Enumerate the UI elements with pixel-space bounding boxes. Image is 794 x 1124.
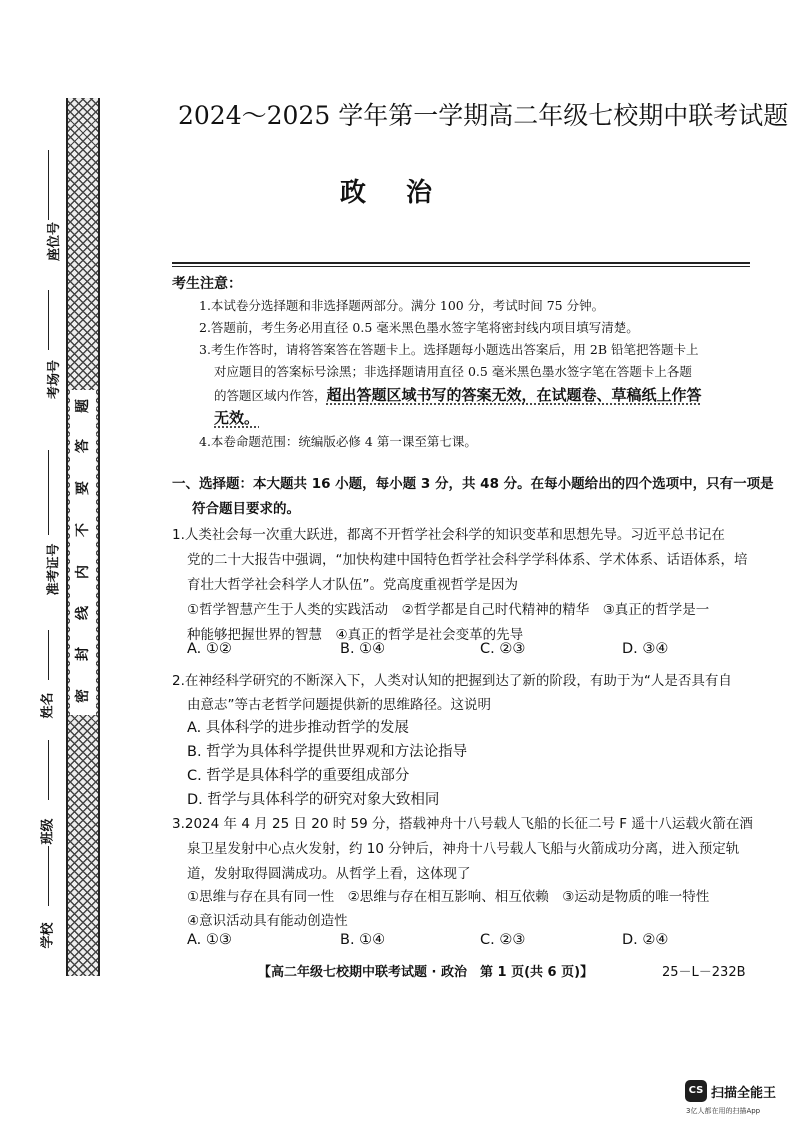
q1-line: 1.人类社会每一次重大跃进，都离不开哲学社会科学的知识变革和思想先导。习近平总书记在: [172, 527, 725, 543]
q3-option-b: B. ①④: [340, 932, 386, 948]
notice-line-4: 4.本卷命题范围：统编版必修 4 第一课至第七课。: [199, 434, 477, 449]
q2-line: 由意志”等古老哲学问题提供新的思维路径。这说明: [187, 697, 491, 713]
q1-line: 党的二十大报告中强调，“加快构建中国特色哲学社会科学学科体系、学术体系、话语体系，培: [187, 552, 748, 568]
q3-line: 3.2024 年 4 月 25 日 20 时 59 分，搭载神舟十八号载人飞船的长征二号 F 遥十八运载火箭在酒: [172, 816, 753, 832]
q1-option-c: C. ②③: [480, 641, 526, 657]
q3-statements-cont: ④意识活动具有能动创造性: [187, 913, 348, 929]
page-footer: 【高二年级七校期中联考试题 · 政治 第 1 页(共 6 页)】: [258, 965, 594, 980]
name-label: 姓名: [40, 692, 56, 719]
seat-number-label: 座位号: [47, 221, 63, 262]
seal-char: 内: [75, 565, 91, 579]
school-label: 学校: [40, 922, 56, 949]
seal-char: 密: [75, 689, 91, 703]
notice-line-3b: 对应题目的答案标号涂黑；非选择题请用直径 0.5 毫米黑色墨水签字笔在答题卡上各题: [214, 364, 692, 379]
subject-title: 政治: [340, 178, 473, 208]
q2-option-a: A. 具体科学的进步推动哲学的发展: [187, 720, 409, 736]
notice-emphasis-end: 无效。: [214, 409, 260, 427]
notice-line-3c-text: 的答题区域内作答，: [214, 388, 327, 403]
seal-char: 答: [75, 439, 91, 453]
q2-option-b: B. 哲学为具体科学提供世界观和方法论指导: [187, 744, 468, 760]
admission-number-label: 准考证号: [46, 543, 62, 596]
seal-char: 线: [75, 606, 91, 620]
section-heading: 一、选择题：本大题共 16 小题，每小题 3 分，共 48 分。在每小题给出的四个选项中，只有一项是: [172, 476, 774, 492]
q3-option-a: A. ①③: [187, 932, 232, 948]
notice-line-2: 2.答题前，考生务必用直径 0.5 毫米黑色墨水签字笔将密封线内项目填写清楚。: [199, 320, 639, 335]
q1-line: 育壮大哲学社会科学人才队伍”。党高度重视哲学是因为: [187, 577, 518, 593]
header-rule-thin: [172, 266, 750, 267]
section-heading-cont: 符合题目要求的。: [192, 501, 300, 517]
notice-line-1: 1.本试卷分选择题和非选择题两部分。满分 100 分，考试时间 75 分钟。: [199, 298, 605, 313]
q1-option-d: D. ③④: [622, 641, 669, 657]
notice-emphasis: 超出答题区域书写的答案无效，在试题卷、草稿纸上作答: [326, 386, 702, 404]
admission-number-line: [48, 450, 49, 535]
q3-statements: ①思维与存在具有同一性 ②思维与存在相互影响、相互依赖 ③运动是物质的唯一特性: [187, 889, 710, 905]
paper-code: 25－L－232B: [662, 965, 746, 980]
camscanner-tagline: 3亿人都在用的扫描App: [686, 1107, 761, 1115]
q3-option-d: D. ②④: [622, 932, 669, 948]
class-label: 班级: [40, 818, 56, 845]
school-line: [48, 846, 49, 906]
q2-option-c: C. 哲学是具体科学的重要组成部分: [187, 768, 410, 784]
seal-char: 要: [75, 481, 91, 495]
header-rule: [172, 262, 750, 264]
exam-title: 2024～2025 学年第一学期高二年级七校期中联考试题: [178, 101, 789, 130]
class-line: [48, 740, 49, 800]
camscanner-name: 扫描全能王: [711, 1086, 777, 1101]
exam-room-label: 考场号: [47, 359, 63, 400]
name-line: [48, 630, 49, 680]
q2-line: 2.在神经科学研究的不断深入下，人类对认知的把握到达了新的阶段，有助于为“人是否具有自: [172, 673, 732, 689]
q2-option-d: D. 哲学与具体科学的研究对象大致相同: [187, 792, 440, 808]
q1-statements: ①哲学智慧产生于人类的实践活动 ②哲学都是自己时代精神的精华 ③真正的哲学是一: [187, 602, 710, 618]
exam-room-line: [48, 290, 49, 350]
q1-option-b: B. ①④: [340, 641, 386, 657]
q1-statements-cont: 种能够把握世界的智慧 ④真正的哲学是社会变革的先导: [187, 627, 524, 643]
seal-char: 封: [75, 647, 91, 661]
q3-line: 泉卫星发射中心点火发射，约 10 分钟后，神舟十八号载人飞船与火箭成功分离，进入预定轨: [187, 841, 740, 857]
seal-char: 不: [75, 523, 91, 537]
notice-line-3a: 3.考生作答时，请将答案答在答题卡上。选择题每小题选出答案后，用 2B 铅笔把答题卡上: [199, 342, 699, 357]
seal-char: 题: [75, 399, 91, 413]
notice-line-3c: [214, 384, 702, 405]
q3-line: 道，发射取得圆满成功。从哲学上看，这体现了: [187, 866, 471, 882]
notice-heading: 考生注意：: [172, 276, 242, 292]
q1-option-a: A. ①②: [187, 641, 232, 657]
camscanner-logo: CS: [685, 1080, 707, 1102]
q3-option-c: C. ②③: [480, 932, 526, 948]
